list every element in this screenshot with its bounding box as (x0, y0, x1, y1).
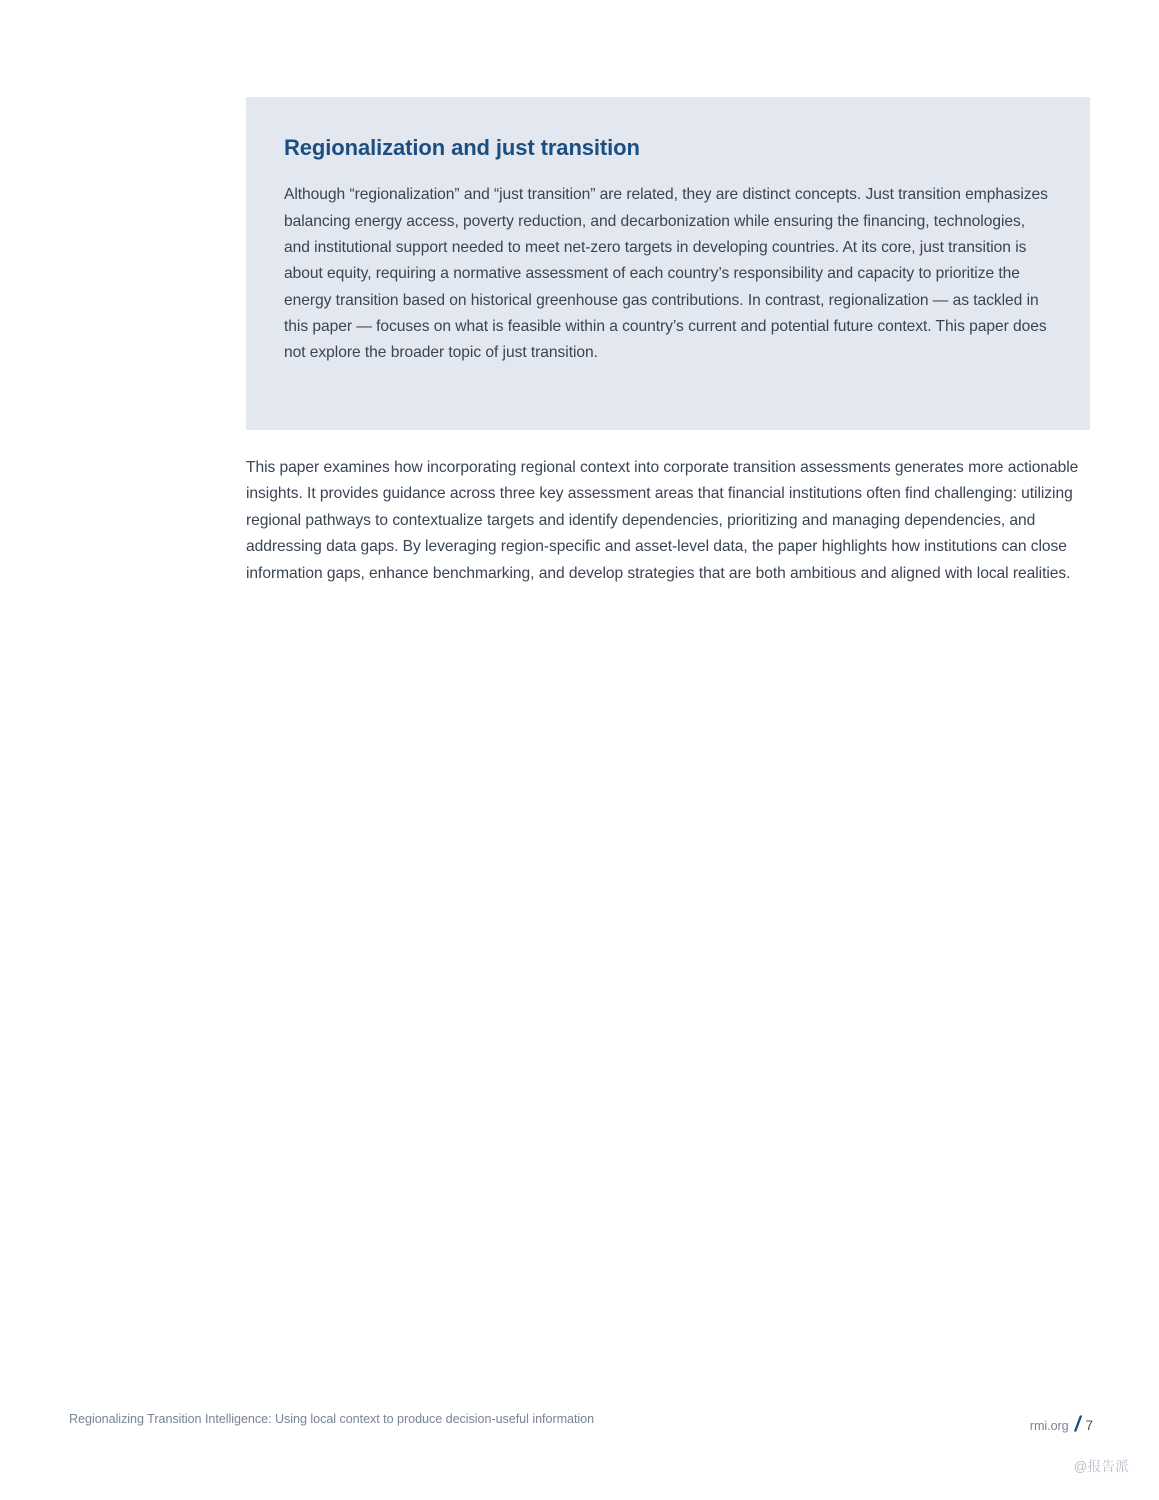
callout-box (246, 97, 1090, 430)
watermark-text: @报告派 (1073, 1459, 1129, 1474)
footer-site-link[interactable]: rmi.org (1029, 1419, 1069, 1433)
footer-document-title: Regionalizing Transition Intelligence: Using local context to produce decision-useful information (69, 1412, 595, 1426)
callout-title: Regionalization and just transition (284, 135, 640, 160)
footer-right-group (1030, 1412, 1093, 1436)
main-paragraph: This paper examines how incorporating regional context into corporate transition assessments generates more actionable insights. It provides guidance across three key assessment areas that financial institutions often find challenging: utilizing regional pathways to contextualize targets and identify dependencies, prioritizing and managing dependencies, and addressing data gaps. By leveraging region-specific and asset-level data, the paper highlights how institutions can close information gaps, enhance benchmarking, and develop strategies that are both ambitious and aligned with local realities. (246, 459, 1079, 582)
slash-icon: / (1074, 1413, 1081, 1436)
page-footer (0, 1412, 1159, 1442)
callout-body-text: Although “regionalization” and “just transition” are related, they are distinct concepts. Just transition emphasizes balancing energy access, poverty reduction, and decarbonization while ensuring the financing, technologies, and institutional support needed to meet net-zero targets in developing countries. At its core, just transition is about equity, requiring a normative assessment of each country’s responsibility and capacity to prioritize the energy transition based on historical greenhouse gas contributions. In contrast, regionalization — as tackled in this paper — focuses on what is feasible within a country’s current and potential future context. This paper does not explore the broader topic of just transition. (284, 186, 1048, 362)
footer-page-number: 7 (1085, 1418, 1093, 1433)
